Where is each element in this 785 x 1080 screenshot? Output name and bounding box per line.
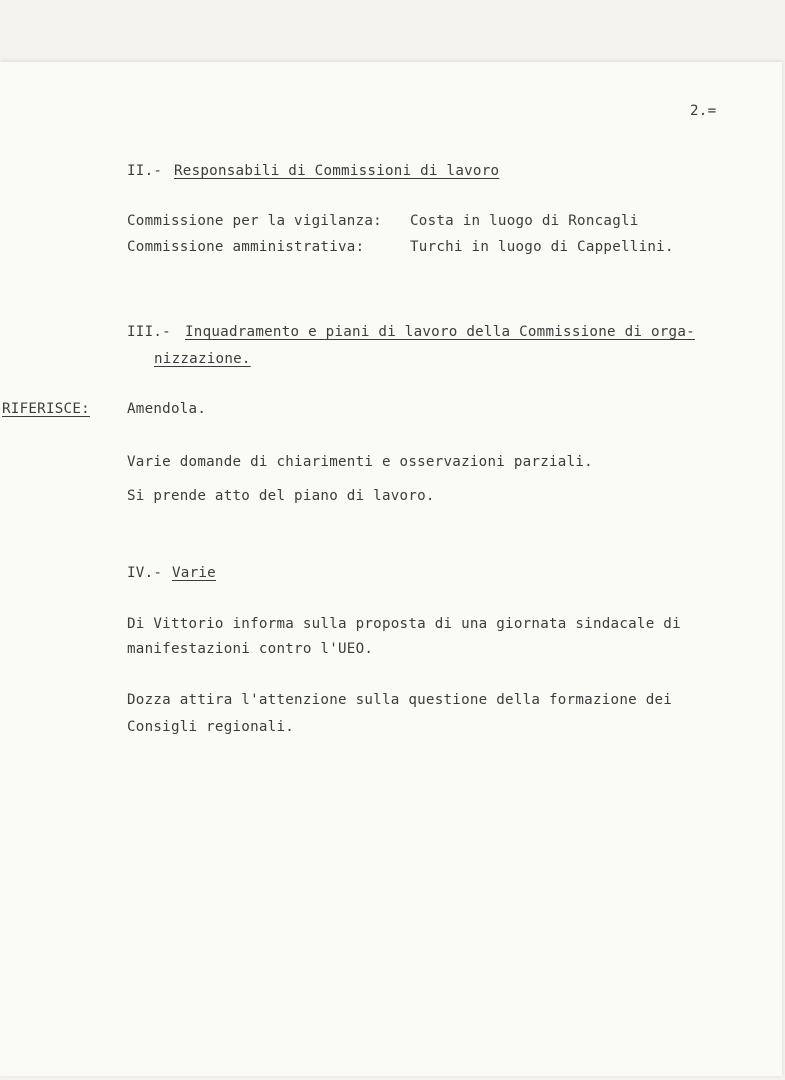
commission-label-amministrativa: Commissione amministrativa: <box>127 239 365 255</box>
section-3-heading-line-2: nizzazione. <box>154 351 251 367</box>
commission-label-vigilanza: Commissione per la vigilanza: <box>127 213 382 229</box>
note-line-1: Varie domande di chiarimenti e osservazioni parziali. <box>127 454 593 470</box>
speaker-name: Amendola. <box>127 401 207 417</box>
paragraph-1-line-2: manifestazioni contro l'UEO. <box>127 641 374 657</box>
margin-label-riferisce: RIFERISCE: <box>2 401 90 417</box>
section-3-heading-line-1: Inquadramento e piani di lavoro della Commissione di orga- <box>185 324 695 340</box>
section-2-heading: Responsabili di Commissioni di lavoro <box>174 163 500 179</box>
commission-value-vigilanza: Costa in luogo di Roncagli <box>410 213 639 229</box>
section-4-heading: Varie <box>172 565 216 581</box>
section-2-number: II.- <box>127 163 163 179</box>
page-number: 2.= <box>690 103 717 119</box>
section-4-number: IV.- <box>127 565 163 581</box>
document-page <box>0 62 782 1076</box>
paragraph-2-line-2: Consigli regionali. <box>127 719 295 735</box>
section-3-number: III.- <box>127 324 171 340</box>
paragraph-2-line-1: Dozza attira l'attenzione sulla questione della formazione dei <box>127 692 673 708</box>
note-line-2: Si prende atto del piano di lavoro. <box>127 488 435 504</box>
commission-value-amministrativa: Turchi in luogo di Cappellini. <box>410 239 674 255</box>
paragraph-1-line-1: Di Vittorio informa sulla proposta di una giornata sindacale di <box>127 616 681 632</box>
